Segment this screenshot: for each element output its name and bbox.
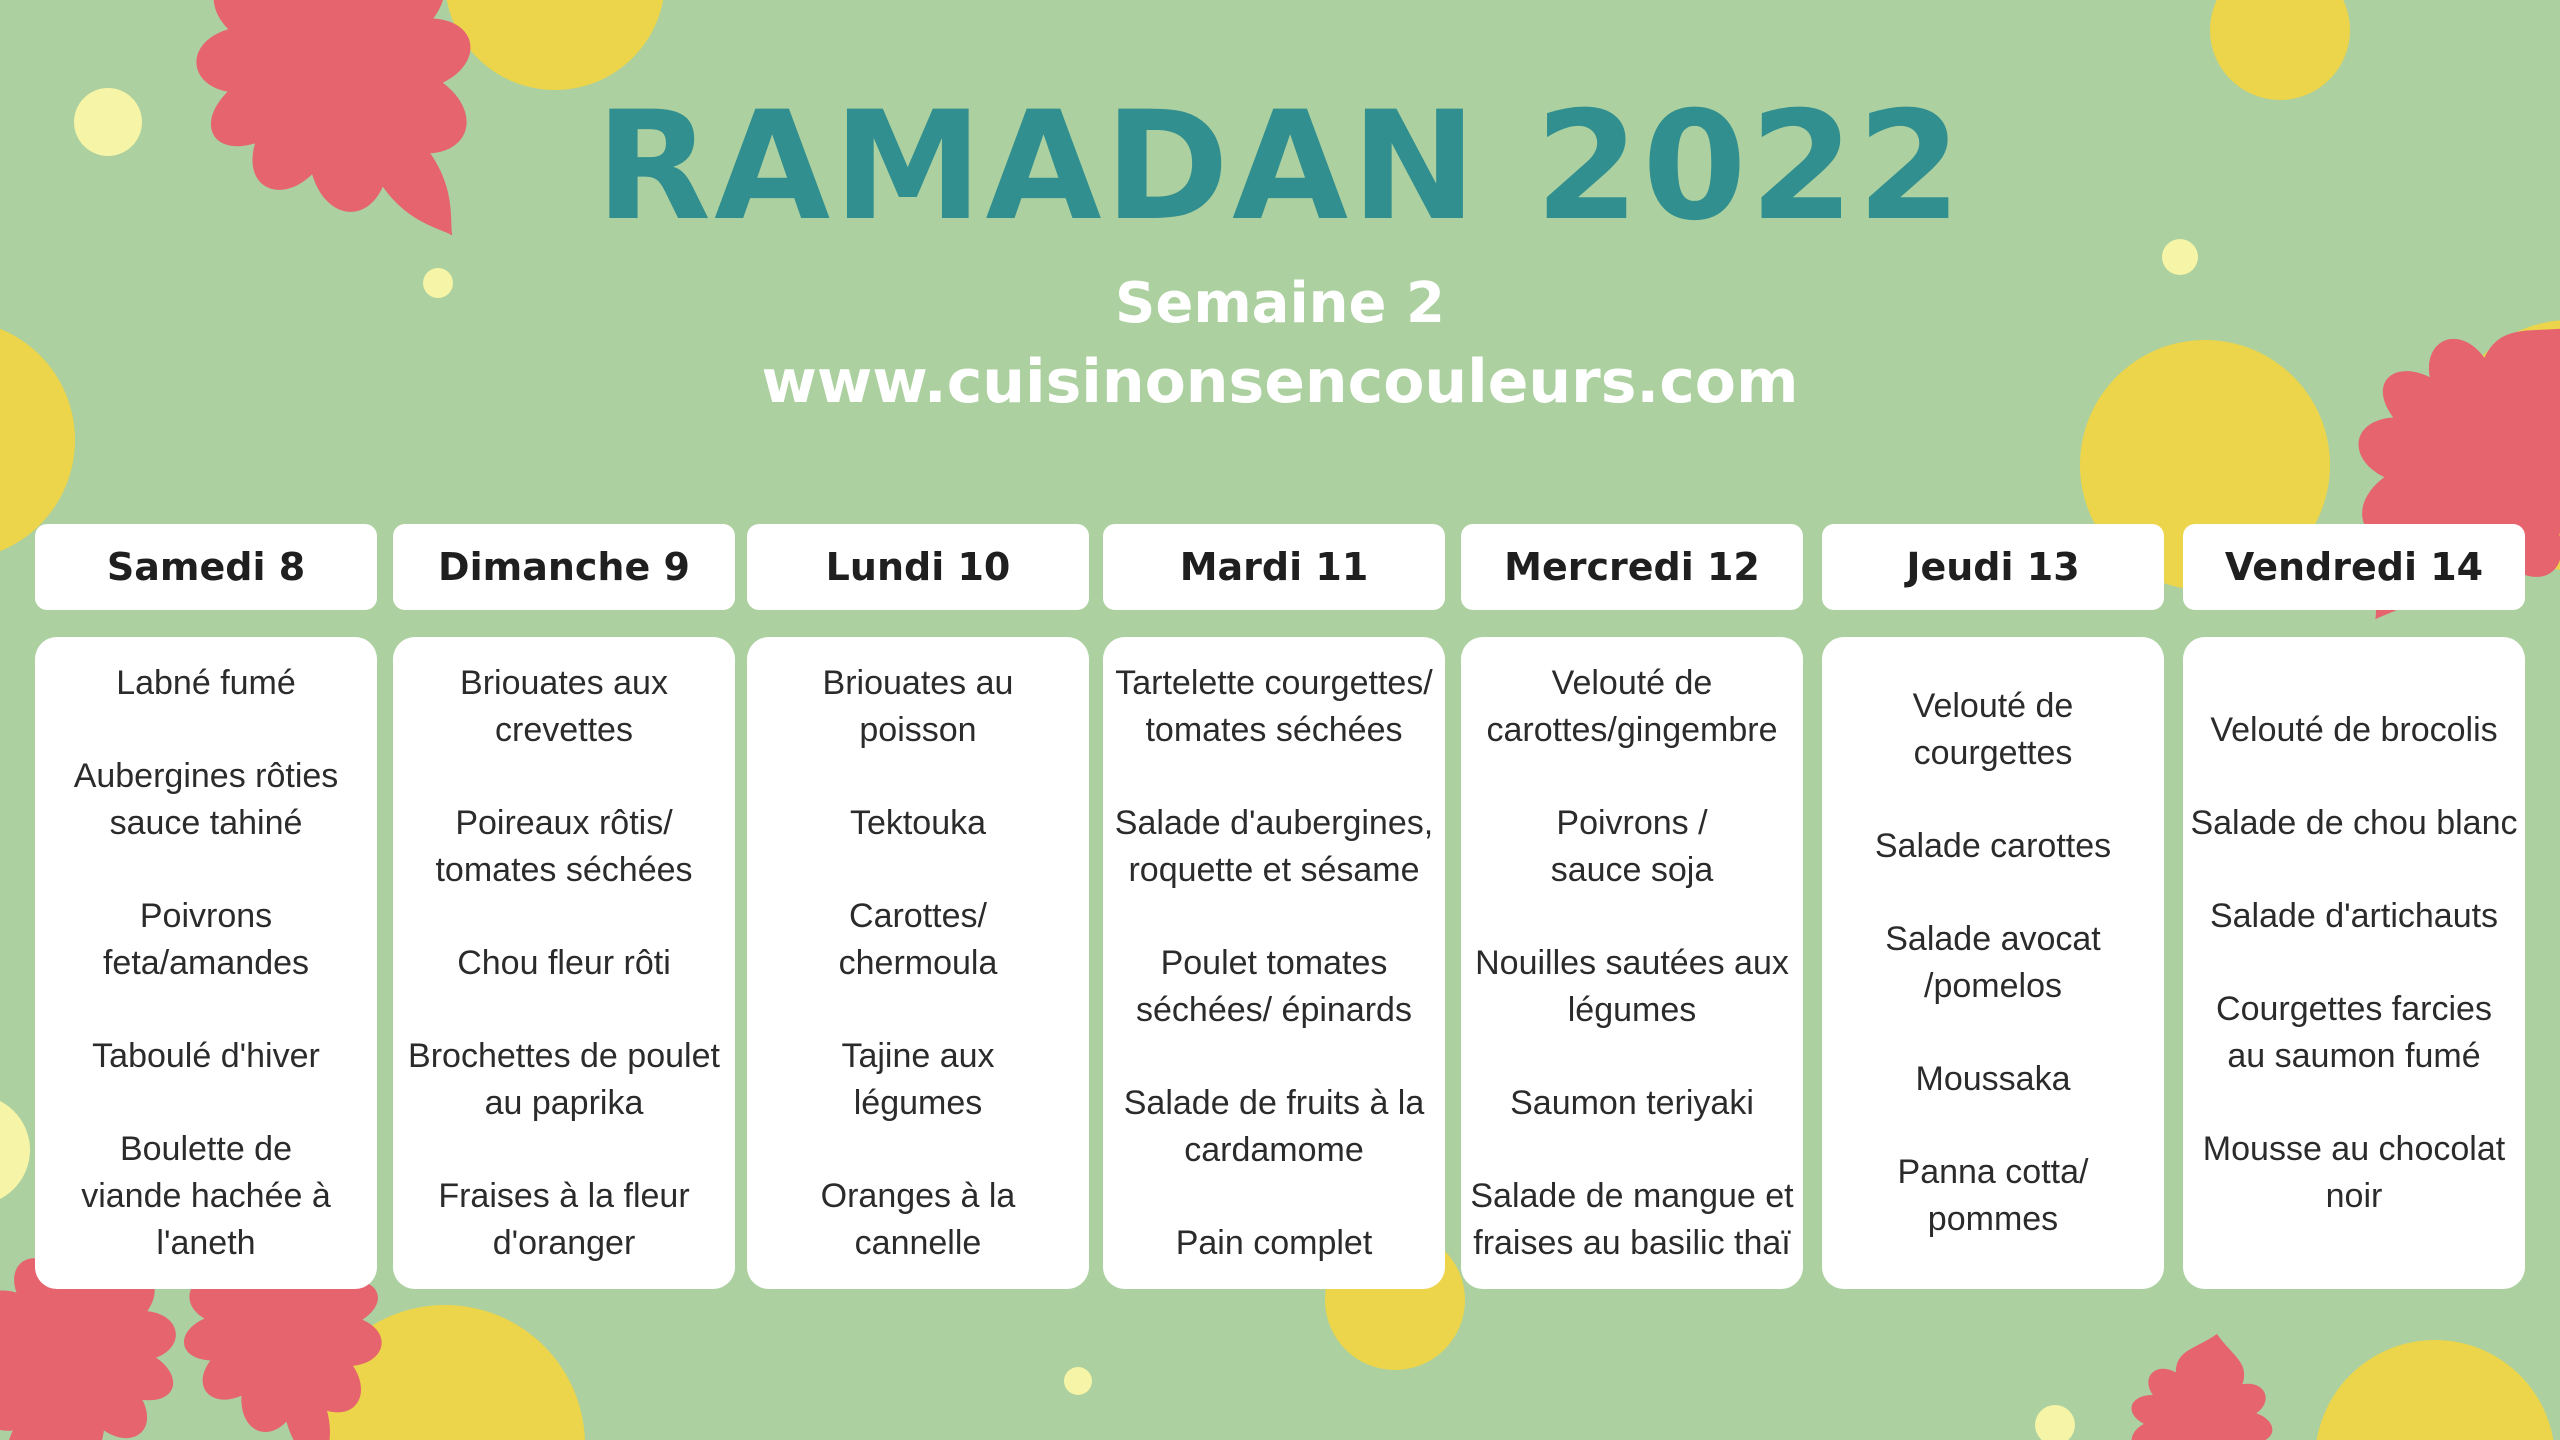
dish-item: Salade de fruits à la cardamome [1123, 1083, 1425, 1169]
yellow-circle [0, 1095, 30, 1205]
week-subtitle: Semaine 2 [1115, 271, 1445, 336]
dish-item: Salade d'aubergines, roquette et sésame [1114, 803, 1434, 889]
menu-card-jeudi [1822, 637, 2164, 1289]
dish-item: Salade avocat /pomelos [1885, 920, 2101, 1005]
dish-item: Tajine aux légumes [841, 1036, 995, 1122]
dish-item: Mousse au chocolat noir [2202, 1129, 2506, 1215]
dish-item: Saumon teriyaki [1510, 1083, 1754, 1122]
dish-item: Velouté de courgettes [1912, 687, 2074, 772]
dish-item: Oranges à la cannelle [820, 1176, 1016, 1262]
dish-item: Moussaka [1915, 1060, 2071, 1098]
website-url: www.cuisinonsencouleurs.com [761, 347, 1799, 417]
small-dot [2162, 239, 2198, 275]
dish-item: Velouté de carottes/gingembre [1486, 663, 1778, 749]
menu-card-lundi [747, 637, 1089, 1289]
dish-item: Poireaux rôtis/ tomates séchées [435, 803, 693, 889]
menu-card-vendredi [2183, 637, 2525, 1289]
dish-item: Salade de chou blanc [2190, 803, 2518, 842]
dish-item: Boulette de viande hachée à l'aneth [81, 1129, 331, 1262]
dish-item: Briouates aux crevettes [460, 663, 668, 749]
dish-item: Velouté de brocolis [2210, 710, 2498, 749]
menu-card-samedi [35, 637, 377, 1289]
dish-item: Pain complet [1175, 1223, 1373, 1262]
dish-item: Aubergines rôties sauce tahiné [73, 756, 339, 842]
dish-item: Poivrons / sauce soja [1550, 803, 1714, 889]
dish-item: Chou fleur rôti [457, 943, 671, 982]
yellow-circle [445, 0, 665, 90]
dish-item: Labné fumé [116, 663, 296, 702]
dish-item: Panna cotta/ pommes [1897, 1153, 2089, 1238]
yellow-circle [2210, 0, 2350, 100]
day-header-lundi: Lundi 10 [747, 524, 1089, 610]
pink-leaf [2112, 1322, 2287, 1440]
day-header-samedi: Samedi 8 [35, 524, 377, 610]
small-dot [2035, 1405, 2075, 1440]
dish-item: Salade de mangue et fraises au basilic thaï [1470, 1176, 1794, 1262]
day-header-jeudi: Jeudi 13 [1822, 524, 2164, 610]
page-title: RAMADAN 2022 [595, 80, 1965, 254]
menu-card-mardi [1103, 637, 1445, 1289]
dish-item: Brochettes de poulet au paprika [408, 1036, 720, 1122]
dish-item: Carottes/ chermoula [838, 896, 998, 982]
dish-item: Poivrons feta/amandes [102, 896, 310, 982]
dish-item: Salade d'artichauts [2209, 896, 2499, 935]
menu-card-dimanche [393, 637, 735, 1289]
small-dot [1064, 1367, 1092, 1395]
yellow-circle [2315, 1340, 2555, 1440]
day-header-dimanche: Dimanche 9 [393, 524, 735, 610]
menu-card-mercredi [1461, 637, 1803, 1289]
dish-item: Taboulé d'hiver [92, 1036, 320, 1075]
dish-item: Tartelette courgettes/ tomates séchées [1115, 663, 1433, 749]
dish-item: Nouilles sautées aux légumes [1475, 943, 1789, 1029]
day-header-vendredi: Vendredi 14 [2183, 524, 2525, 610]
day-header-mercredi: Mercredi 12 [1461, 524, 1803, 610]
dish-item: Tektouka [849, 803, 987, 842]
dish-item: Fraises à la fleur d'oranger [438, 1176, 690, 1262]
dish-item: Poulet tomates séchées/ épinards [1136, 943, 1412, 1029]
dish-item: Briouates au poisson [822, 663, 1014, 749]
dish-item: Salade carottes [1874, 827, 2112, 865]
dish-item: Courgettes farcies au saumon fumé [2216, 989, 2492, 1075]
day-header-mardi: Mardi 11 [1103, 524, 1445, 610]
